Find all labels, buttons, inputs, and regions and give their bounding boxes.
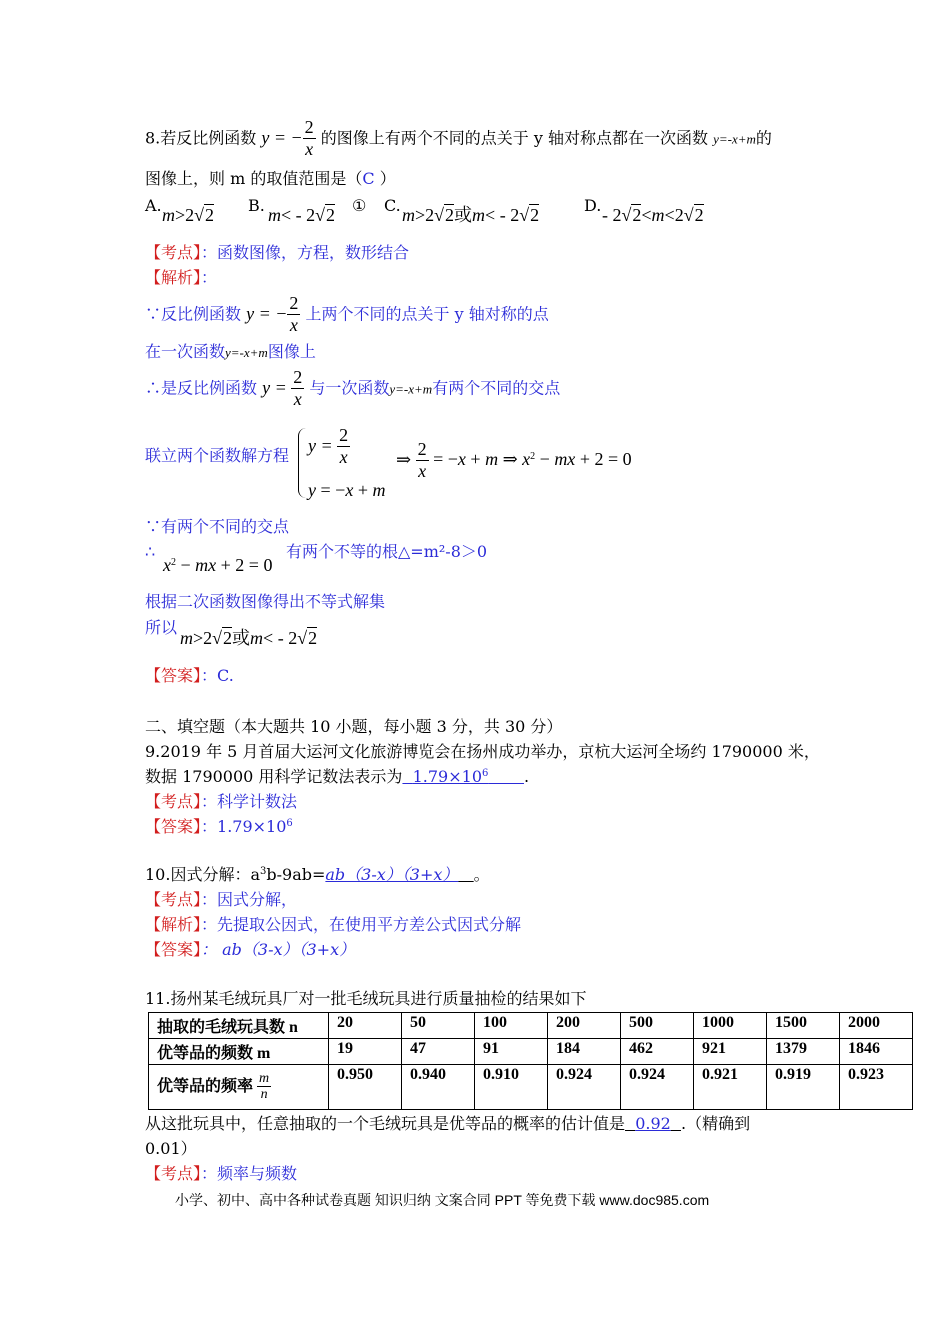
q8-step6-text: 有两个不等的根△=m²-8＞0: [286, 542, 488, 561]
table-cell: 0.923: [840, 1065, 913, 1110]
table-cell: 50: [402, 1013, 475, 1039]
q8-after-frac: 的图像上有两个不同的点关于 y 轴对称点都在一次函数: [320, 128, 708, 148]
q8-intro: 8.若反比例函数: [145, 128, 257, 148]
q9-line2: 数据 1790000 用科学记数法表示为 $1.79\times 10^6$ .: [145, 767, 530, 786]
fraction: $\frac{2}{x}$: [304, 117, 314, 159]
q8-step4: 联立两个函数解方程: [145, 446, 290, 465]
q10-kaodian: 【考点】：因式分解，: [145, 890, 298, 909]
q9-answer-blank: $1.79\times 10^6$: [412, 767, 489, 786]
q8-option-a-expr: m>2√2: [162, 205, 215, 225]
q8-option-a: A.: [145, 196, 162, 215]
q8-daan: 【答案】：C.: [145, 666, 234, 685]
derived-equation: ⇒ $\frac{2}{x}$ = −x + m ⇒ $x^2$ − mx + 2 = 0: [396, 439, 632, 481]
table-row-header: 抽取的毛绒玩具数 n: [149, 1013, 329, 1039]
table-cell: 0.924: [548, 1065, 621, 1110]
q8-option-c-expr: m>2√2或m< - 2√2: [402, 205, 540, 225]
q11-line2: 从这批玩具中，任意抽取的一个毛绒玩具是优等品的概率的估计值是 0.92 .（精确到: [145, 1114, 751, 1133]
table-cell: 500: [621, 1013, 694, 1039]
table-cell: 0.950: [329, 1065, 402, 1110]
q8-kaodian: 【考点】：函数图像，方程，数形结合: [145, 243, 410, 262]
table-cell: 2000: [840, 1013, 913, 1039]
q9-daan: 【答案】：$1.79\times 10^6$: [145, 817, 293, 836]
table-cell: 0.921: [694, 1065, 767, 1110]
table-cell: 462: [621, 1039, 694, 1065]
q11-kaodian: 【考点】：频率与频数: [145, 1164, 298, 1183]
q10-answer-blank: ab（3-x）（3+x）: [325, 865, 459, 884]
q8-line2: 图像上，则 m 的取值范围是（C ）: [145, 169, 396, 188]
q8-solution-expr: m>2√2或m< - 2√2: [180, 628, 318, 648]
fraction: $\frac{2}{x}$: [339, 425, 349, 467]
table-cell: 200: [548, 1013, 621, 1039]
q8-option-c: C.: [384, 196, 401, 215]
table-cell: 0.924: [621, 1065, 694, 1110]
equation-system-brace: [298, 428, 307, 498]
q9-kaodian: 【考点】：科学计数法: [145, 792, 298, 811]
q9-line1: 9.2019 年 5 月首届大运河文化旅游博览会在扬州成功举办，京杭大运河全场约 1790000 米，: [145, 742, 820, 761]
q8-option-d-expr: - 2√2<m<2√2: [602, 205, 704, 225]
table-cell: 1379: [767, 1039, 840, 1065]
q10-daan: 【答案】： ab（3-x）（3+x）: [145, 940, 356, 959]
q8-answer-choice: C: [362, 169, 375, 188]
table-cell: 0.919: [767, 1065, 840, 1110]
table-row-header: 优等品的频数 m: [149, 1039, 329, 1065]
table-cell: 0.910: [475, 1065, 548, 1110]
q8-jiexi: 【解析】：: [145, 268, 218, 287]
q8-option-d: D.: [584, 196, 602, 215]
table-cell: 20: [329, 1013, 402, 1039]
q8-step6: ∴: [145, 542, 156, 561]
table-cell: 100: [475, 1013, 548, 1039]
section-title: 二、填空题（本大题共 10 小题，每小题 3 分，共 30 分）: [145, 717, 563, 736]
system-eq2: y = −x + m: [308, 480, 386, 500]
table-row: [149, 1039, 913, 1065]
fraction: $\frac{2}{x}$: [289, 293, 299, 335]
q8-step2: 在一次函数y=-x+m图像上: [145, 342, 316, 361]
page-footer: 小学、初中、高中各种试卷真题 知识归纳 文案合同 PPT 等免费下载 www.doc985.com: [175, 1192, 710, 1208]
table-cell: 184: [548, 1039, 621, 1065]
q8-option-b: B.: [248, 196, 265, 215]
table-cell: 1846: [840, 1039, 913, 1065]
table-cell: 47: [402, 1039, 475, 1065]
table-row: [149, 1013, 913, 1039]
table-cell: 1500: [767, 1013, 840, 1039]
q11-answer-blank: 0.92: [635, 1114, 671, 1133]
fraction: $\frac{2}{x}$: [293, 367, 303, 409]
q8-step7: 根据二次函数图像得出不等式解集: [145, 592, 386, 611]
q11-line1: 11.扬州某毛绒玩具厂对一批毛绒玩具进行质量抽检的结果如下: [145, 989, 587, 1008]
table-cell: 0.940: [402, 1065, 475, 1110]
q8-step5: ∵有两个不同的交点: [145, 517, 290, 536]
fraction: $\frac{m}{n}$: [259, 1070, 270, 1103]
q8-step1: ∵反比例函数 y = − $\frac{2}{x}$ 上两个不同的点关于 y 轴对称的点: [145, 293, 549, 335]
circle-one-mark: ①: [352, 196, 367, 215]
table-row-header: 优等品的频率 $\frac{m}{n}$: [149, 1065, 329, 1110]
linear-function: y=-x+m: [713, 131, 756, 147]
table-cell: 91: [475, 1039, 548, 1065]
table-cell: 921: [694, 1039, 767, 1065]
q8-option-b-expr: m< - 2√2: [268, 205, 336, 225]
system-eq1: y = $\frac{2}{x}$: [308, 425, 349, 467]
q8-step3: ∴是反比例函数 y = $\frac{2}{x}$ 与一次函数y=-x+m有两个不同的交点: [145, 367, 561, 409]
table-row: [149, 1065, 913, 1110]
table-cell: 1000: [694, 1013, 767, 1039]
quality-table: [148, 1012, 913, 1110]
q10-line1: 10.因式分解：$a^3b-9ab=ab(3-x)(3+x)$ 。: [145, 865, 490, 884]
table-cell: 19: [329, 1039, 402, 1065]
quadratic-equation: $x^2$ − mx + 2 = 0: [163, 555, 273, 575]
q8-step8: 所以: [145, 618, 178, 637]
q11-line3: 0.01）: [145, 1139, 197, 1158]
q8-line1: 8.若反比例函数 y = − $\frac{2}{x}$ 的图像上有两个不同的点关于 y 轴对称点都在一次函数 y=-x+m的: [145, 117, 772, 159]
q10-jiexi: 【解析】：先提取公因式，在使用平方差公式因式分解: [145, 915, 522, 934]
fraction: $\frac{2}{x}$: [417, 439, 427, 481]
